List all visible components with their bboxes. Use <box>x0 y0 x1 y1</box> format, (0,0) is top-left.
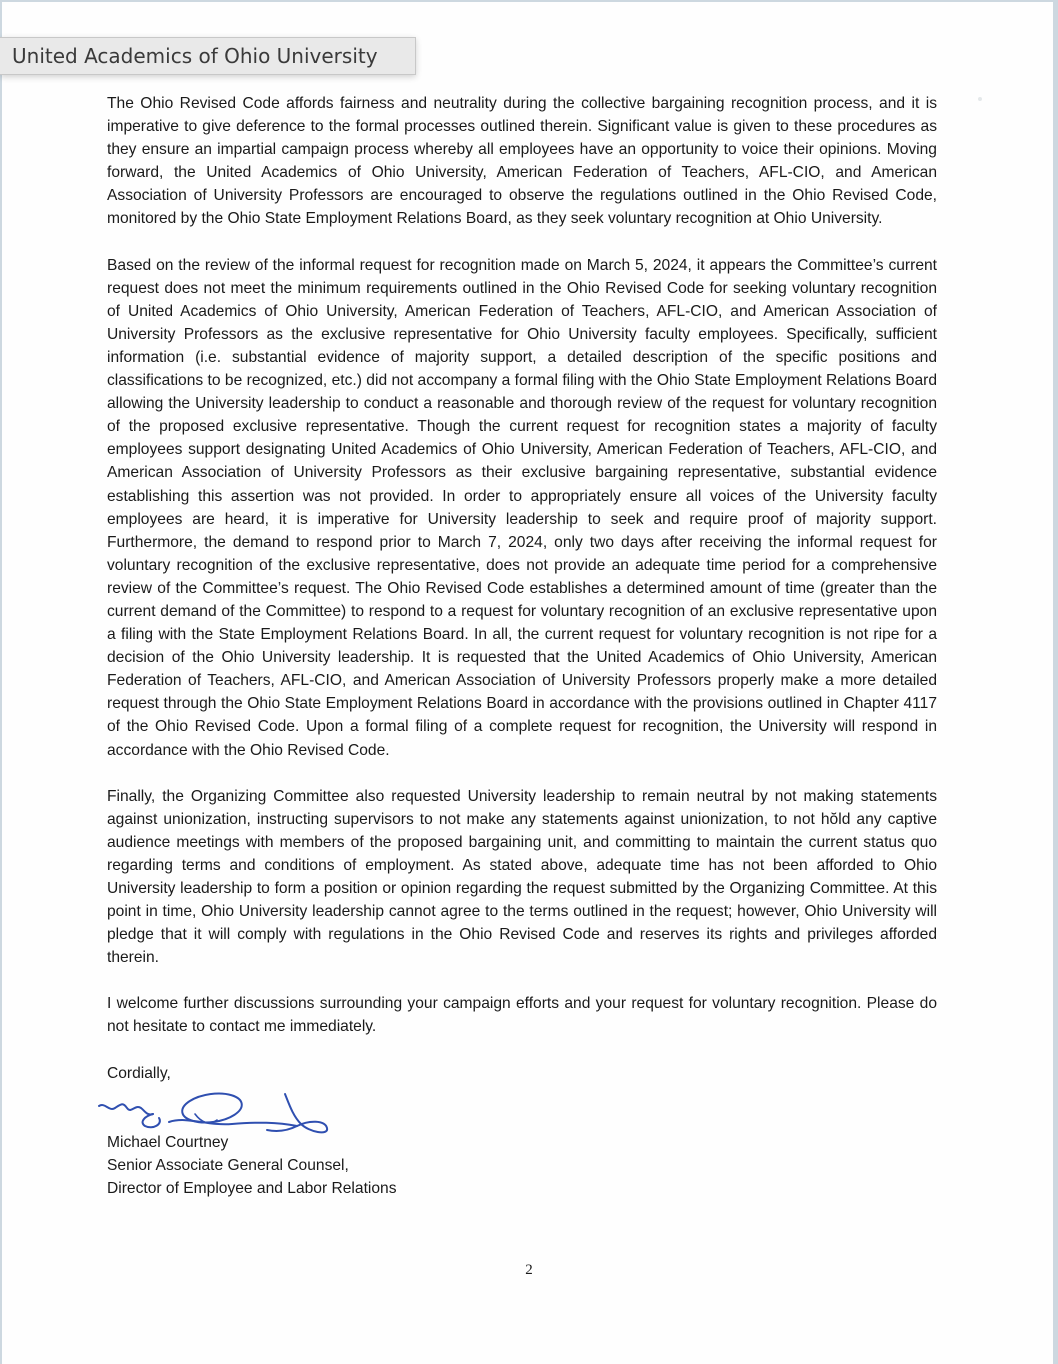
scan-artifact <box>978 97 982 101</box>
paragraph-welcome-discussions: I welcome further discussions surrounding your campaign efforts and your request for voluntary recognition. Please do not hesitate to contact me immediately. <box>107 995 937 1036</box>
signer-title-1: Senior Associate General Counsel, <box>107 1156 349 1174</box>
signature-area <box>107 1108 937 1131</box>
paragraph-ohio-revised-code: The Ohio Revised Code affords fairness and neutrality during the collective bargaining recognition process, and it is imperative to give deference to the formal processes outlined therein. Significant value is given to these procedures as they ensure an impartial campaign process whereby all employees have an opportunity to voice their opinions. Moving forward, the United Academics of Ohio University, American Federation of Teachers, AFL-CIO, and American Association of University Professors are encouraged to observe the regulations outlined in the Ohio Revised Code, monitored by the Ohio State Employment Relations Board, as they seek voluntary recognition at Ohio University. <box>107 95 937 228</box>
signer-name: Michael Courtney <box>107 1133 229 1151</box>
page-number: 2 <box>525 1262 533 1278</box>
paragraph-review-of-request: Based on the review of the informal request for recognition made on March 5, 2024, it appears the Committee’s current request does not meet the minimum requirements outlined in the Ohio Revised Code for seeking voluntary recognition of United Academics of Ohio University, American Federation of Teachers, AFL-CIO, and American Association of University Professors as the exclusive representative for Ohio University faculty employees. Specifically, sufficient information (i.e. substantial evidence of majority support, a detailed description of the specific positions and classifications to be recognized, etc.) did not accompany a formal filing with the Ohio State Employment Relations Board allowing the University leadership to conduct a reasonable and thorough review of the request for voluntary recognition of the proposed exclusive representative. Though the current request for recognition states a majority of faculty employees support designating United Academics of Ohio University, American Federation of Teachers, AFL-CIO, and American Association of University Professors as their exclusive bargaining representative, substantial evidence establishing this assertion was not provided. In order to appropriately ensure all voices of the University faculty employees are heard, it is imperative for University leadership to seek and require proof of majority support. Furthermore, the demand to respond prior to March 7, 2024, only two days after receiving the informal request for voluntary recognition of the exclusive representative, does not provide an adequate time period for a comprehensive review of the Committee’s request. The Ohio Revised Code establishes a determined amount of time (greater than the current demand of the Committee) to respond to a request for voluntary recognition of an exclusive representative upon a filing with the State Employment Relations Board. In all, the current request for voluntary recognition is not ripe for a decision of the Ohio University leadership. It is requested that the United Academics of Ohio University, American Federation of Teachers, AFL-CIO, and American Association of University Professors properly make a more detailed request through the Ohio State Employment Relations Board in accordance with the provisions outlined in Chapter 4117 of the Ohio Revised Code. Upon a formal filing of a complete request for recognition, the University will respond in accordance with the Ohio Revised Code. <box>107 256 937 759</box>
salutation: Cordially, <box>107 1064 171 1082</box>
signer-title-2: Director of Employee and Labor Relations <box>107 1179 397 1197</box>
document-title-label: United Academics of Ohio University <box>0 37 416 75</box>
letter-page <box>107 92 937 1200</box>
closing-block <box>107 1062 937 1200</box>
paragraph-neutrality-request: Finally, the Organizing Committee also requested University leadership to remain neutral by not making statements against unionization, instructing supervisors to not make any statements against unionization, to not hŏld any captive audience meetings with members of the proposed bargaining unit, and committing to maintain the current status quo regarding terms and conditions of employment. As stated above, adequate time has not been afforded to Ohio University leadership to form a position or opinion regarding the request submitted by the Organizing Committee. At this point in time, Ohio University leadership cannot agree to the terms outlined in the request; however, Ohio University will pledge that it will comply with regulations in the Ohio Revised Code and reserves its rights and privileges afforded therein. <box>107 787 937 967</box>
